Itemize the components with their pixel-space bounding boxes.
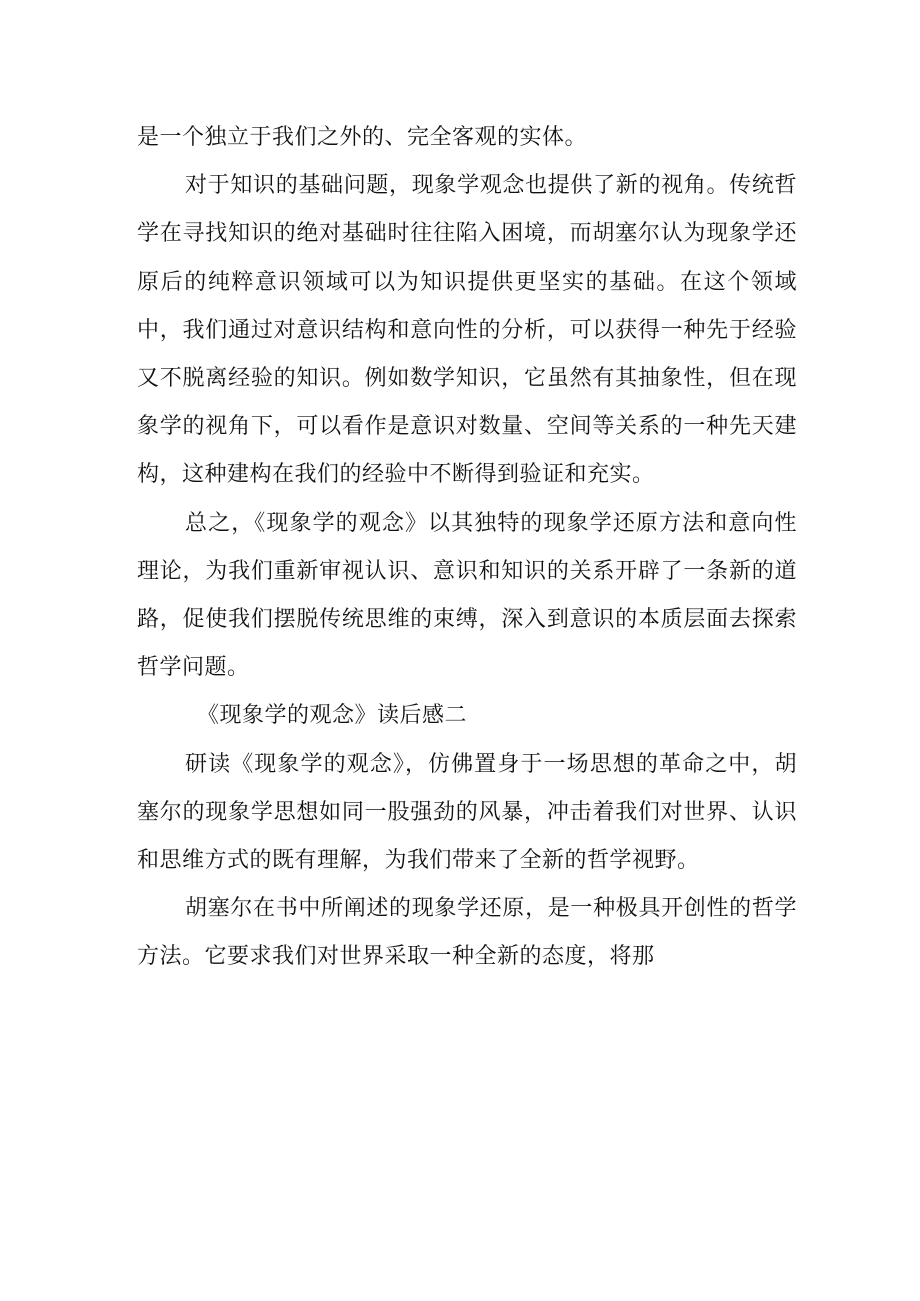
document-body <box>137 114 797 982</box>
paragraph: 是一个独立于我们之外的、完全客观的实体。 <box>137 125 588 150</box>
section-heading: 《现象学的观念》读后感二 <box>197 703 468 729</box>
paragraph: 对于知识的基础问题，现象学观念也提供了新的视角。传统哲学在寻找知识的绝对基础时往往陷入困境，而胡塞尔认为现象学还原后的纯粹意识领域可以为知识提供更坚实的基础。在这个领域中，我们通过对意识结构和意向性的分析，可以获得一种先于经验又不脱离经验的知识。例如数学知识，它虽然有其抽象性，但在现象学的视角下，可以看作是意识对数量、空间等关系的一种先天建构，这种建构在我们的经验中不断得到验证和充实。 <box>137 173 797 488</box>
paragraph: 胡塞尔在书中所阐述的现象学还原，是一种极具开创性的哲学方法。它要求我们对世界采取一种全新的态度，将那 <box>137 896 797 970</box>
paragraph: 总之，《现象学的观念》以其独特的现象学还原方法和意向性理论，为我们重新审视认识、意识和知识的关系开辟了一条新的道路，促使我们摆脱传统思维的束缚，深入到意识的本质层面去探索哲学问题。 <box>137 510 797 681</box>
paragraph: 研读《现象学的观念》，仿佛置身于一场思想的革命之中，胡塞尔的现象学思想如同一股强劲的风暴，冲击着我们对世界、认识和思维方式的既有理解，为我们带来了全新的哲学视野。 <box>137 751 797 874</box>
